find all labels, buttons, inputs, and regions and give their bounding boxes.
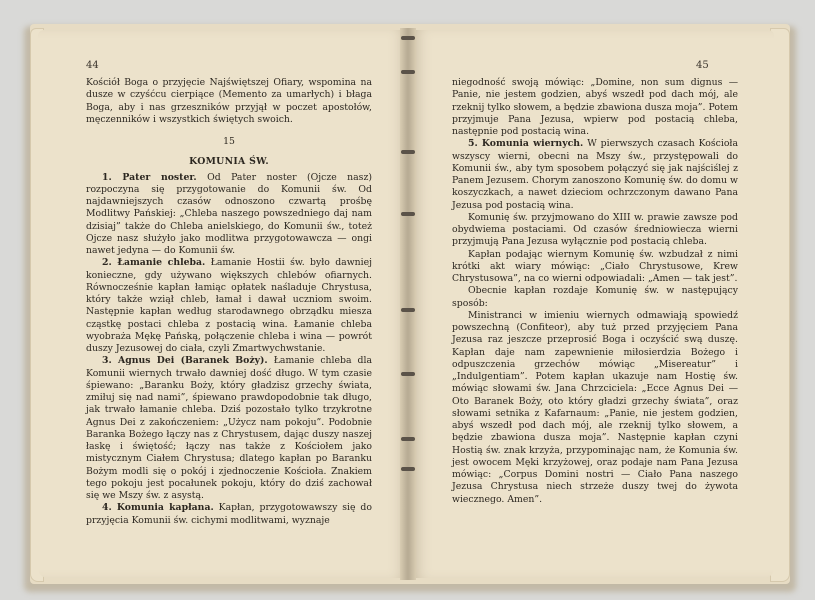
paragraph-title: 5. Komunia wiernych. <box>468 138 584 150</box>
paragraph-komunia-wiernych <box>452 138 738 212</box>
paragraph-agnus-dei <box>86 355 372 502</box>
binding-stitch <box>401 36 415 40</box>
paragraph-title: 4. Komunia kapłana. <box>102 502 214 514</box>
right-page-number: 45 <box>696 60 709 71</box>
binding-stitch <box>401 437 415 441</box>
paragraph-text: Od Pater noster (Ojcze nasz) rozpoczyna się przygotowanie do Komunii św. Od najdawniejszych czasów odnoszono czwartą prośbę Modlitwy Pańskiej: „Chleba naszego powszedniego daj nam dzisiaj” także do Chleba anielskiego, do Komunii św., toteż Ojcze nasz służyło jako modlitwa przygotowawcza — ongi nawet jedyna — do Komunii św. <box>86 171 372 256</box>
section-number: 15 <box>223 136 235 147</box>
binding-stitch <box>401 212 415 216</box>
paragraph: Komunię św. przyjmowano do XIII w. prawie zawsze pod obydwiema postaciami. Od czasów średniowiecza wierni przyjmują Pana Jezusa wyłącznie pod postacią chleba. <box>452 211 738 248</box>
binding-stitch <box>401 467 415 471</box>
paragraph-lamanie-chleba <box>86 257 372 355</box>
paragraph-komunia-kaplana <box>86 502 372 527</box>
paragraph-text: Kapłan, przygotowawszy się do przyjęcia Komunii św. cichymi modlitwami, wyznaje <box>86 502 372 526</box>
left-page-text <box>86 77 372 527</box>
binding-stitch <box>401 308 415 312</box>
paragraph-pater-noster <box>86 172 372 258</box>
continuation-paragraph: niegodność swoją mówiąc: „Domine, non sum dignus — Panie, nie jestem godzien, abyś wszedł pod dach mój, ale rzeknij tylko słowem, a będzie zbawiona dusza moja”. Potem przyjmuje Pana Jezusa, wpierw pod postacią chleba, następnie pod postacią wina. <box>452 77 738 137</box>
binding-stitch <box>401 150 415 154</box>
paragraph: Obecnie kapłan rozdaje Komunię św. w następujący sposób: <box>452 285 738 309</box>
binding-stitch <box>401 70 415 74</box>
binding-stitch <box>401 372 415 376</box>
paragraph: Kapłan podając wiernym Komunię św. wzbudzał z nimi krótki akt wiary mówiąc: „Ciało Chrystusowe, Krew Chrystusowa”, na co wierni odpowiadali: „Amen — tak jest”. <box>452 248 738 284</box>
paragraph-text: Łamanie Hostii św. było dawniej konieczne, gdy używano większych chlebów ofiarnych. Równocześnie kapłan łamiąc opłatek naśladuje Chrystusa, który także wziął chleb, łamał i dawał uczniom swoim. Następnie kapłan według starodawnego obrządku miesza cząstkę postaci chleba z postacią wina. Łamanie chleba wyobraża Mękę Pańską, połączenie chleba i wina — powrót duszy Jezusowej do ciała, czyli Zmartwychwstanie. <box>86 257 372 354</box>
paragraph-title: 2. Łamanie chleba. <box>102 257 206 269</box>
left-page-number: 44 <box>86 60 99 71</box>
paragraph-title: 1. Pater noster. <box>102 171 197 183</box>
paragraph-text: Łamanie chleba dla Komunii wiernych trwało dawniej dość długo. W tym czasie śpiewano: „Baranku Boży, który gładzisz grzechy świata, zmiłuj się nad nami”, śpiewano prawdopodobnie tak długo, jak trwało łamanie chleba. Dziś pozostało tylko trzykrotne Agnus Dei z zakończeniem: „Użycz nam pokoju”. Podobnie Baranka Bożego łączy nas z Chrystusem, dając duszy naszej łaskę i świętość; łączy nas także z Kościołem jako mistycznym Ciałem Chrystusa; dlatego kapłan po Baranku Bożym modli się o pokój i zjednoczenie Kościoła. Znakiem tego pokoju jest pocałunek pokoju, który do dziś zachował się we Mszy św. z asystą. <box>86 355 372 501</box>
paragraph-title: 3. Agnus Dei (Baranek Boży). <box>102 355 268 367</box>
paragraph: Ministranci w imieniu wiernych odmawiają spowiedź powszechną (Confiteor), aby tuż przed przyjęciem Pana Jezusa raz jeszcze przeprosić Boga i oczyścić swą duszę. Kapłan daje nam zapewnienie miłosierdzia Bożego i odpuszczenia grzechów mówiąc „Misereatur” i „Indulgentiam”. Potem kapłan ukazuje nam Hostię św. mówiąc słowami św. Jana Chrzciciela: „Ecce Agnus Dei — Oto Baranek Boży, oto który gładzi grzechy świata”, oraz słowami setnika z Kafarnaum: „Panie, nie jestem godzien, abyś wszedł pod dach mój, ale rzeknij tylko słowem, a będzie zbawiona dusza moja”. Następnie kapłan czyni Hostią św. znak krzyża, przypominając nam, że Komunia św. jest owocem Męki krzyżowej, oraz podaje nam Pana Jezusa mówiąc: „Corpus Domini nostri — Ciało Pana naszego Jezusa Chrystusa niech strzeże duszy twej do żywota wiecznego. Amen”. <box>452 309 738 505</box>
section-title: KOMUNIA ŚW. <box>189 156 269 168</box>
paragraph-text: W pierwszych czasach Kościoła wszyscy wierni, obecni na Mszy św., przystępowali do Komunii św., aby tym sposobem połączyć się jak najściślej z Panem Jezusem. Chorym zanoszono Komunię św. do domu w koszyczkach, a nawet dzieciom ochrzczonym dawano Pana Jezusa pod postacią wina. <box>452 138 738 211</box>
continuation-paragraph: Kościół Boga o przyjęcie Najświętszej Ofiary, wspomina na dusze w czyśćcu cierpiące (Memento za umarłych) i błaga Boga, aby i nas grzeszników przyjął w poczet apostołów, męczenników i wszystkich świętych swoich. <box>86 77 372 125</box>
book-gutter <box>400 28 416 580</box>
right-page-text <box>452 77 738 506</box>
